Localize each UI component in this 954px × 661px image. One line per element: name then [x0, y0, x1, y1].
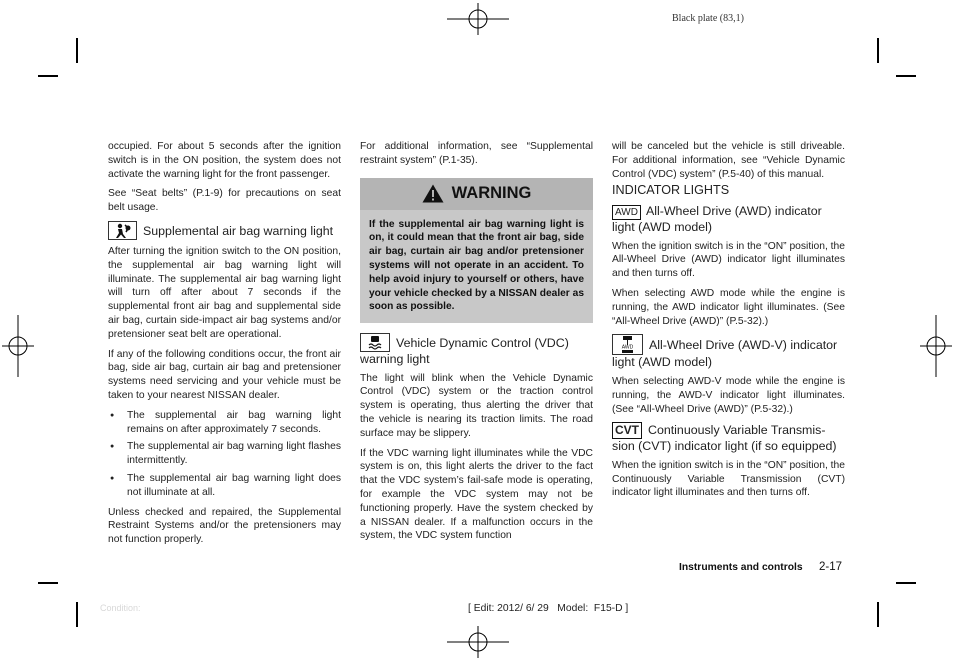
paragraph: If any of the following conditions occur, the front air bag, side air bag, curtain air bag and pretensioner systems need servicing and your vehicle must be taken to your nearest NISSAN dealer. — [108, 348, 341, 401]
paragraph: occupied. For about 5 seconds after the ignition switch is in the ON position, the system does not activate the warning light for the front passenger. — [108, 141, 341, 180]
vdc-warning-icon — [360, 333, 390, 352]
warning-box — [360, 178, 593, 324]
paragraph: When the ignition switch is in the “ON” position, the All-Wheel Drive (AWD) indicator light illuminates and then turns off. — [612, 240, 845, 280]
list-item: ● The supplemental air bag warning light does not illuminate at all. — [108, 472, 341, 500]
plate-label: Black plate (83,1) — [672, 13, 744, 24]
cvt-heading-text: Continuously Variable Transmis-sion (CVT) indicator light (if so equipped) — [612, 423, 837, 454]
column-3 — [612, 140, 845, 506]
warning-text: If the supplemental air bag warning light is on, it could mean that the front air bag, side air bag, curtain air bag and/or pretensioner systems will not operate in an accident. To help avoid injury to yourself or others, have your vehicle checked by a NISSAN dealer as soon as possible. — [369, 218, 584, 313]
warning-triangle-icon — [422, 184, 444, 203]
airbag-heading-text: Supplemental air bag warning light — [143, 223, 334, 238]
paragraph: The light will blink when the Vehicle Dynamic Control (VDC) system or the traction control system is operating, thus alerting the driver that the vehicle is nearing its traction limits. The road surface may be slippery. — [360, 372, 593, 439]
paragraph: For additional information, see “Supplemental restraint system” (P.1-35). — [360, 141, 593, 166]
registration-mark-right-icon — [920, 315, 952, 377]
awd-heading-text: All-Wheel Drive (AWD) indicator light (AWD model) — [612, 204, 822, 235]
awdv-heading — [612, 334, 845, 370]
awd-heading — [612, 204, 845, 235]
warning-title-text: WARNING — [451, 183, 532, 202]
warning-title — [360, 178, 593, 210]
section-title: INDICATOR LIGHTS — [612, 183, 730, 198]
registration-mark-top-icon — [447, 3, 509, 35]
paragraph: When selecting AWD mode while the engine is running, the AWD indicator light illuminates. (See “All-Wheel Drive (AWD)” (P.5-32).) — [612, 288, 845, 327]
page-number: 2-17 — [819, 561, 843, 573]
vdc-heading — [360, 333, 593, 367]
registration-mark-bottom-icon — [447, 626, 509, 658]
footer-section-label: Instruments and controls — [679, 562, 803, 573]
awd-indicator-icon: AWD — [612, 205, 641, 220]
paragraph: After turning the ignition switch to the ON position, the supplemental air bag warning light will illuminate. The supplemental air bag warning light will turn off after about 7 seconds if the supplemental front air bag and supplemental side air bag, curtain side-impact air bag systems and/or pretensioner seat belt are operational. — [108, 245, 341, 340]
vdc-heading-text: Vehicle Dynamic Control (VDC) warning light — [360, 336, 569, 367]
list-item: ● The supplemental air bag warning light remains on after approximately 7 seconds. — [108, 409, 341, 437]
paragraph: When the ignition switch is in the “ON” position, the Continuously Variable Transmission (CVT) indicator light illuminates and then turns off. — [612, 459, 845, 499]
column-2 — [360, 140, 593, 549]
paragraph: See “Seat belts” (P.1-9) for precautions on seat belt usage. — [108, 188, 341, 214]
awdv-heading-text: All-Wheel Drive (AWD-V) indicator light (AWD model) — [612, 338, 838, 370]
paragraph: If the VDC warning light illuminates while the VDC system is on, this light alerts the driver to the fact that the VDC system’s fail-safe mode is operating, for example the VDC system may not be functioning properly. Have the system checked by a NISSAN dealer. If a malfunction occurs in the system, the VDC system function — [360, 447, 593, 542]
edit-info: [ Edit: 2012/ 6/ 29 Model: F15-D ] — [468, 603, 629, 614]
paragraph: Unless checked and repaired, the Supplemental Restraint Systems and/or the pretensioners may not function properly. — [108, 506, 341, 546]
registration-mark-left-icon — [2, 315, 34, 377]
cvt-indicator-icon: CVT — [612, 422, 642, 439]
list-item: ● The supplemental air bag warning light flashes intermittently. — [108, 440, 341, 468]
column-1 — [108, 140, 341, 553]
paragraph: will be canceled but the vehicle is still driveable. For additional information, see “Vehicle Dynamic Control (VDC) system” (P.5-40) of this manual. — [612, 141, 845, 180]
cvt-heading — [612, 422, 845, 454]
paragraph: When selecting AWD-V mode while the engine is running, the AWD-V indicator light illuminates. (See “All-Wheel Drive (AWD)” (P.5-32).) — [612, 375, 845, 415]
awdv-indicator-icon — [612, 334, 643, 355]
awdv-icon-label: AWD — [621, 344, 634, 351]
airbag-warning-icon — [108, 221, 137, 240]
condition-label: Condition: — [100, 603, 141, 613]
bullet-list — [108, 409, 341, 500]
airbag-heading — [108, 221, 341, 240]
